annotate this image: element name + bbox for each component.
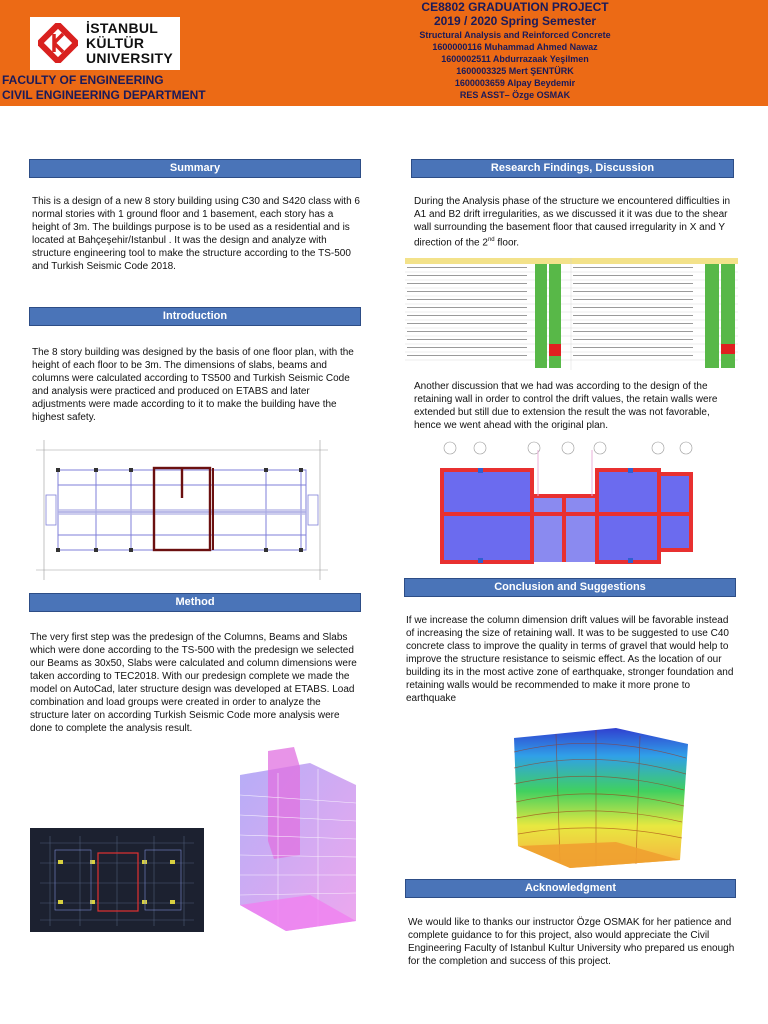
- conclusion-title: Conclusion and Suggestions: [404, 578, 736, 597]
- research-title: Research Findings, Discussion: [411, 159, 734, 178]
- faculty-name: FACULTY OF ENGINEERING: [2, 73, 164, 87]
- method-title: Method: [29, 593, 361, 612]
- introduction-title: Introduction: [29, 307, 361, 326]
- poster-header: [0, 0, 768, 106]
- faculty-block: [2, 73, 206, 103]
- project-info: [395, 0, 635, 101]
- logo-line-istanbul: İSTANBUL: [86, 20, 159, 36]
- floor-plan-drawing: [36, 440, 328, 580]
- project-title: CE8802 GRADUATION PROJECT: [421, 0, 609, 14]
- acknowledgment-title: Acknowledgment: [405, 879, 736, 898]
- drift-table-image: [405, 258, 738, 370]
- member-3: 1600003325 Mert ŞENTÜRK: [456, 66, 574, 76]
- subject: Structural Analysis and Reinforced Concrete: [419, 30, 611, 40]
- research-text-1-main: During the Analysis phase of the structure we encountered difficulties in A1 and B2 drift irregularities, as we discussed it it was due to the shear wall surrounding the basement floor that caused irregularity in X and Y direction of the 2: [414, 196, 731, 249]
- seismic-deformation-image: [496, 722, 696, 870]
- logo-line-university: UNIVERSITY: [86, 50, 174, 66]
- university-logo: [30, 17, 180, 70]
- semester: 2019 / 2020 Spring Semester: [433, 14, 597, 28]
- summary-text: This is a design of a new 8 story building using C30 and S420 class with 6 normal stories with 1 ground floor and 1 basement, each story has a height of 3m. The buildings purpose is to be used as a residential and is located at Bahçeşehir/Istanbul . It was the design and analyze with structure engineering tool to make the structure according to the TS-500 and Turkish Seismic Code 2018.: [32, 196, 360, 272]
- logo-text: [86, 21, 173, 66]
- research-text-2: Another discussion that we had was according to the design of the retaining wall in order to control the drift values, the retain walls were extended but still due to extension the result the was not favorable, hence we went ahead with the original plan.: [414, 381, 718, 431]
- research-assistant: RES ASST– Özge OSMAK: [459, 90, 571, 100]
- logo-line-kultur: KÜLTÜR: [86, 35, 145, 51]
- iku-logo-icon: [38, 23, 78, 63]
- autocad-plan-image: [30, 828, 204, 932]
- etabs-3d-model-image: [218, 745, 363, 931]
- research-text-1: [414, 195, 736, 249]
- conclusion-text: If we increase the column dimension drift values will be favorable instead of increasing the size of retaining wall. It was to be suggested to use C40 concrete class to improve the quality in terms of gravel that would help to improve the structure resistance to seismic effect. As the location of our building its in the most active zone of earthquake, stronger foundation and retaining walls would be recommended to make it more prone to earthquake: [406, 615, 734, 704]
- method-text: The very first step was the predesign of the Columns, Beams and Slabs which were done according to the TS-500 with the predesign we selected our Beams as 30x50, Slabs were calculated and column dimensions were taken according to TEC2018. With our predesign complete we made the model on AutoCad, later structure design was developed at ETABS. Load combination and load groups were created in order to analyze the structure later on according Turkish Seismic Code more analysis were done to complete the analysis result.: [30, 632, 357, 734]
- retaining-wall-plan-image: [422, 440, 694, 570]
- member-2: 1600002511 Abdurrazaak Yeşilmen: [441, 54, 589, 64]
- department-name: CIVIL ENGINEERING DEPARTMENT: [2, 88, 206, 102]
- member-1: 1600000116 Muhammad Ahmed Nawaz: [432, 42, 598, 52]
- summary-title: Summary: [29, 159, 361, 178]
- acknowledgment-text: We would like to thanks our instructor Özge OSMAK for her patience and complete guidance to for this project, also would appreciate the Civil Engineering Faculty of Istanbul Kultur University who prepared us enough for the completion and success of this project.: [408, 917, 735, 967]
- member-4: 1600003659 Alpay Beydemir: [454, 78, 576, 88]
- research-text-1-end: floor.: [494, 237, 520, 249]
- research-text-1-sup: nd: [487, 237, 495, 243]
- introduction-text: The 8 story building was designed by the basis of one floor plan, with the height of each floor to be 3m. The dimensions of slabs, beams and columns were calculated according to TS500 and Turkish Seismic Code and analysis were practiced and produced on ETABS and later adjustments were made according to it to make the building have the highest safety.: [32, 347, 354, 423]
